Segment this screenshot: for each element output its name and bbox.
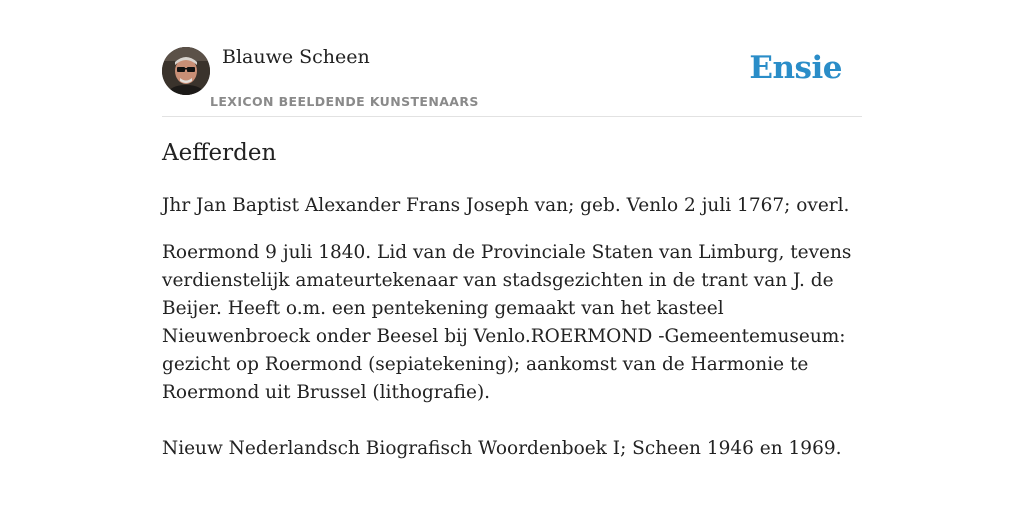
article-title: Aefferden [162,140,277,166]
article-paragraph-3: Nieuw Nederlandsch Biografisch Woordenboek I; Scheen 1946 en 1969. [162,438,842,459]
article-paragraph-1: Jhr Jan Baptist Alexander Frans Joseph van; geb. Venlo 2 juli 1767; overl. [162,195,850,216]
lexicon-subtitle: LEXICON BEELDENDE KUNSTENAARS [210,94,479,109]
article-paragraph-2: Roermond 9 juli 1840. Lid van de Provinciale Staten van Limburg, tevens verdienstelijk amateurtekenaar van stadsgezichten in de trant van J. de Beijer. Heeft o.m. een pentekening gemaakt van het kasteel Nieuwenbroeck onder Beesel bij Venlo.ROERMOND -Gemeentemuseum: gezicht op Roermond (sepiatekening); aankomst van de Harmonie te Roermond uit Brussel (lithografie). [162,242,852,403]
author-name-link[interactable]: Blauwe Scheen [222,46,370,68]
header [162,0,862,117]
ensie-logo-link[interactable]: Ensie [749,50,842,86]
avatar[interactable] [162,47,210,95]
avatar-image [162,47,210,95]
page [162,0,862,459]
